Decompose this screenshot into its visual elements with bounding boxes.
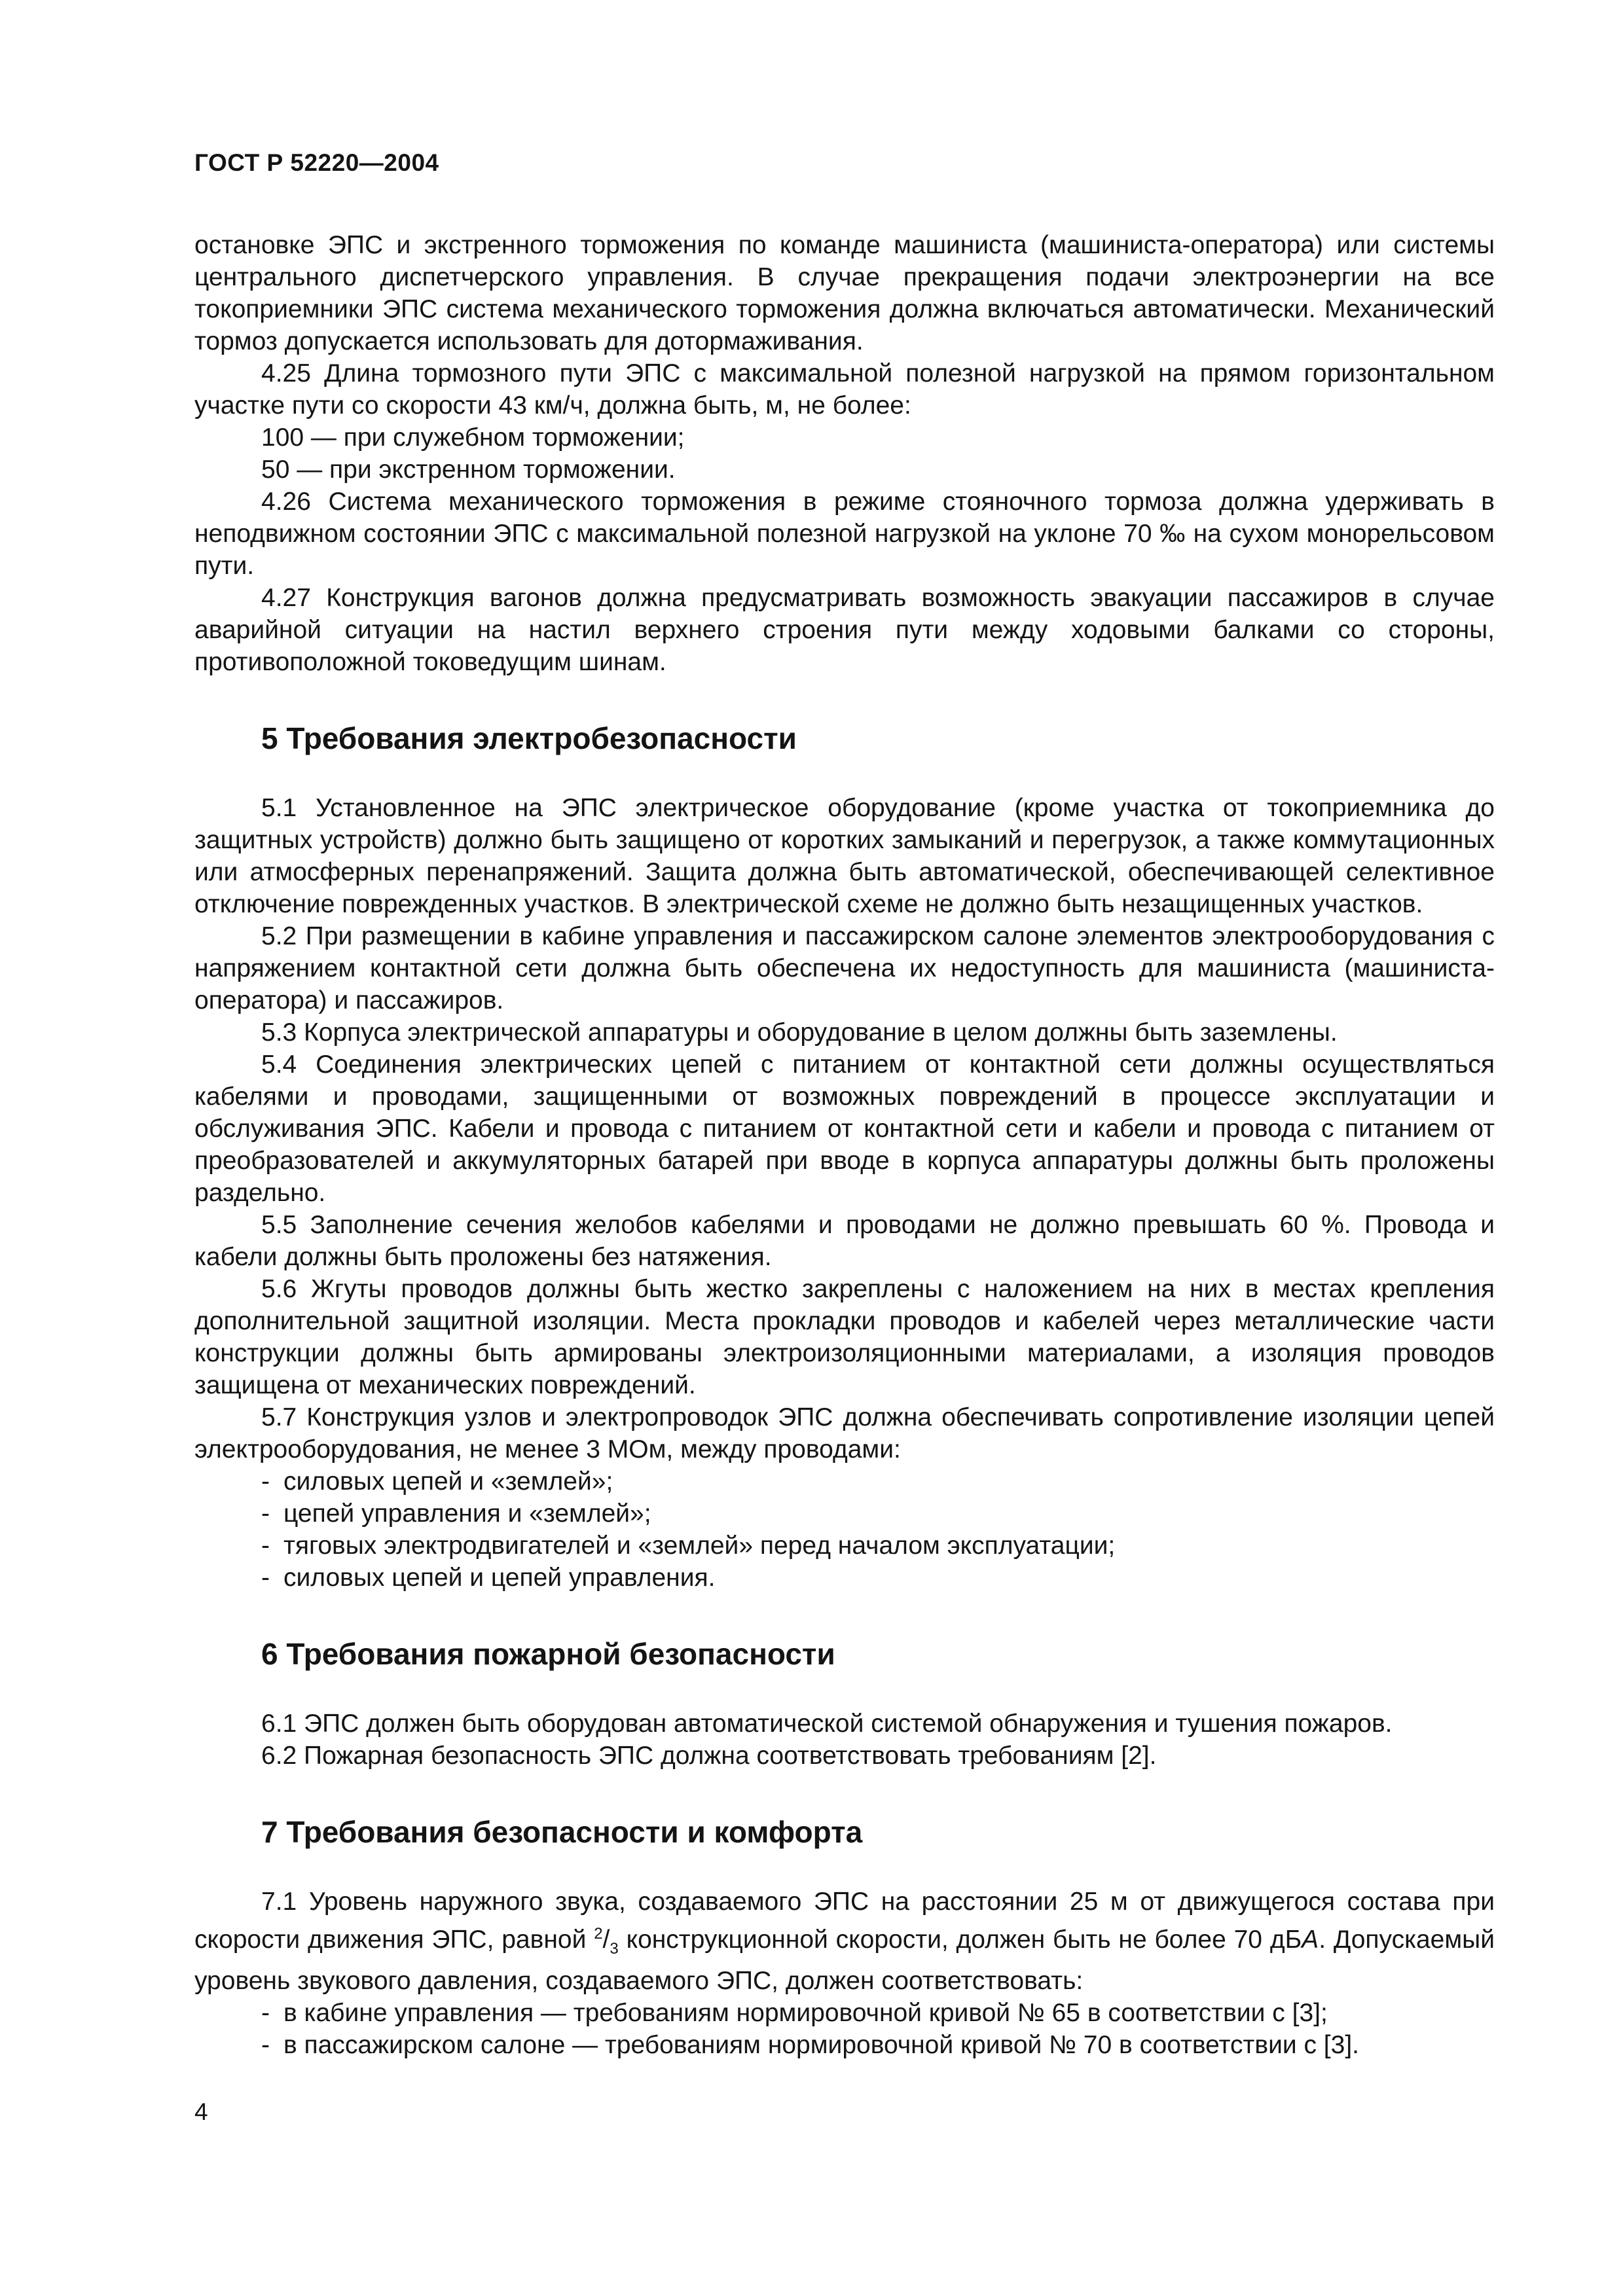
clause-7-1-text-end: . Допускаемый уровень звукового давления, создаваемого ЭПС, должен соответствовать:: [194, 1926, 1495, 1995]
list-item: [194, 1465, 1495, 1498]
list-item-text: тяговых электродвигателей и «землей» перед началом эксплуатации;: [283, 1532, 1116, 1560]
clause-4-25-item-a: 100 — при служебном торможении;: [261, 423, 685, 452]
clause-5-3: 5.3 Корпуса электрической аппаратуры и оборудование в целом должны быть заземлены.: [261, 1018, 1338, 1047]
clause-7-1: [194, 1886, 1495, 1997]
document-header: ГОСТ Р 52220—2004: [194, 149, 439, 176]
clause-5-4: 5.4 Соединения электрических цепей с питанием от контактной сети должны осуществляться кабелями и проводами, защищенными от возможных повреждений в процессе эксплуатации и обслуживания ЭПС. Кабели и провода с питанием от контактной сети и кабели и провода с питанием от преобразователей и аккумуляторных батарей при вводе в корпуса аппаратуры должны быть проложены раздельно.: [194, 1050, 1495, 1207]
list-item-text: силовых цепей и цепей управления.: [283, 1564, 716, 1592]
clause-4-25-item-b: 50 — при экстренном торможении.: [261, 456, 676, 484]
clause-5-1: 5.1 Установленное на ЭПС электрическое оборудование (кроме участка от токоприемника до защитных устройств) должно быть защищено от коротких замыканий и перегрузок, а также коммутационных или атмосферных перенапряжений. Защита должна быть автоматической, обеспечивающей селективное отключение поврежденных участков. В электрической схеме не должно быть незащищенных участков.: [194, 794, 1495, 918]
clause-5-7: 5.7 Конструкция узлов и электропроводок ЭПС должна обеспечивать сопротивление изоляции цепей электрооборудования, не менее 3 МОм, между проводами:: [194, 1403, 1495, 1463]
clause-7-1-text-start: 7.1 Уровень наружного звука, создаваемого ЭПС на расстоянии 25 м от движущегося состава при скорости движения ЭПС, равной: [194, 1888, 1495, 1954]
list-item: [194, 1562, 1495, 1594]
clause-5-6: 5.6 Жгуты проводов должны быть жестко закреплены с наложением на них в местах крепления дополнительной защитной изоляции. Места прокладки проводов и кабелей через металлические части конструкции должны быть армированы электроизоляционными материалами, а изоляция проводов защищена от механических повреждений.: [194, 1275, 1495, 1399]
fraction-separator: /: [602, 1926, 610, 1954]
clause-5-5: 5.5 Заполнение сечения желобов кабелями и проводами не должно превышать 60 %. Провода и кабели должны быть проложены без натяжения.: [194, 1211, 1495, 1271]
clause-6-2: 6.2 Пожарная безопасность ЭПС должна соответствовать требованиям [2].: [261, 1742, 1157, 1770]
continuation-paragraph: остановке ЭПС и экстренного торможения по команде машиниста (машиниста-оператора) или системы центрального диспетчерского управления. В случае прекращения подачи электроэнергии на все токоприемники ЭПС система механического торможения должна включаться автоматически. Механический тормоз допускается использовать для дотормаживания.: [194, 231, 1495, 355]
clause-4-25: 4.25 Длина тормозного пути ЭПС с максимальной полезной нагрузкой на прямом горизонтальном участке пути со скорости 43 км/ч, должна быть, м, не более:: [194, 359, 1495, 420]
list-item: [194, 2029, 1495, 2061]
unit-a-weighting: А: [1302, 1926, 1319, 1954]
list-item-text: цепей управления и «землей»;: [283, 1499, 651, 1528]
list-item: [194, 1530, 1495, 1562]
list-marker: -: [261, 2030, 270, 2059]
list-marker: -: [261, 1998, 270, 2027]
page-number: 4: [194, 2098, 208, 2125]
list-item-text: в пассажирском салоне — требованиям нормировочной кривой № 70 в соответствии с [3].: [283, 2030, 1360, 2059]
clause-4-26: 4.26 Система механического торможения в режиме стояночного тормоза должна удерживать в неподвижном состоянии ЭПС с максимальной полезной нагрузкой на уклоне 70 ‰ на сухом монорельсовом пути.: [194, 488, 1495, 580]
section-heading-6: 6 Требования пожарной безопасности: [261, 1637, 835, 1671]
section-heading-7: 7 Требования безопасности и комфорта: [261, 1815, 863, 1849]
list-marker: -: [261, 1532, 270, 1560]
list-marker: -: [261, 1499, 270, 1528]
fraction-denominator: 3: [610, 1939, 619, 1958]
list-marker: -: [261, 1564, 270, 1592]
list-item-text: в кабине управления — требованиям нормировочной кривой № 65 в соответствии с [3];: [283, 1998, 1328, 2027]
fraction-two-thirds: [594, 1925, 619, 1958]
list-item: [194, 1997, 1495, 2029]
clause-7-1-text-middle: конструкционной скорости, должен быть не более 70 дБ: [618, 1926, 1302, 1954]
clause-6-1: 6.1 ЭПС должен быть оборудован автоматической системой обнаружения и тушения пожаров.: [261, 1710, 1393, 1738]
clause-5-2: 5.2 При размещении в кабине управления и пассажирском салоне элементов электрооборудования с напряжением контактной сети должна быть обеспечена их недоступность для машиниста (машиниста-оператора) и пассажиров.: [194, 922, 1495, 1014]
fraction-numerator: 2: [594, 1925, 603, 1943]
list-item-text: силовых цепей и «землей»;: [283, 1467, 613, 1496]
section-heading-5: 5 Требования электробезопасности: [261, 721, 797, 755]
list-marker: -: [261, 1467, 270, 1496]
document-body: [194, 229, 1495, 2061]
clause-4-27: 4.27 Конструкция вагонов должна предусматривать возможность эвакуации пассажиров в случае аварийной ситуации на настил верхнего строения пути между ходовыми балками со стороны, противоположной токоведущим шинам.: [194, 584, 1495, 676]
list-item: [194, 1498, 1495, 1530]
